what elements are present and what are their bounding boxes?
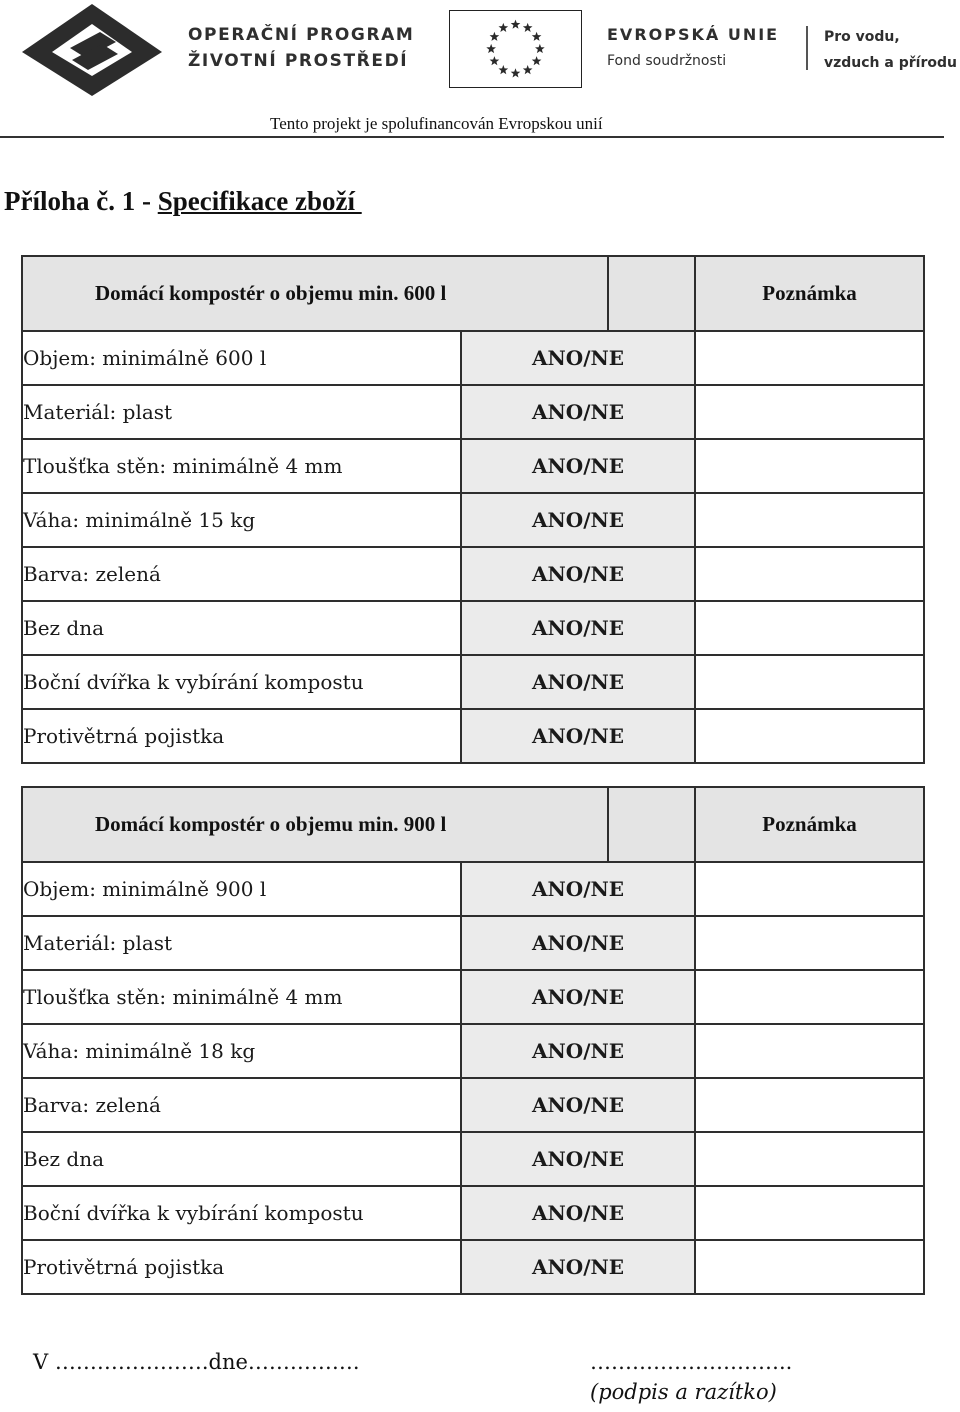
yes-no-answer[interactable]: ANO/NE	[461, 1024, 695, 1078]
note-cell[interactable]	[695, 1024, 924, 1078]
yes-no-answer[interactable]: ANO/NE	[461, 439, 695, 493]
note-cell[interactable]	[695, 601, 924, 655]
note-heading: Poznámka	[695, 256, 924, 331]
slogan-line-2: vzduch a přírodu	[824, 55, 957, 71]
requirement-label: Protivětrná pojistka	[22, 709, 461, 763]
slogan	[824, 24, 957, 76]
title-prefix: Příloha č. 1 -	[4, 186, 158, 216]
note-cell[interactable]	[695, 862, 924, 916]
yes-no-answer[interactable]: ANO/NE	[461, 493, 695, 547]
note-heading: Poznámka	[695, 787, 924, 862]
yes-no-answer[interactable]: ANO/NE	[461, 709, 695, 763]
signature-caption: (podpis a razítko)	[590, 1380, 777, 1404]
programme-line-2: ŽIVOTNÍ PROSTŘEDÍ	[188, 51, 409, 71]
table-heading: Domácí kompostér o objemu min. 900 l	[22, 787, 608, 862]
requirement-label: Materiál: plast	[22, 385, 461, 439]
requirement-label: Tloušťka stěn: minimálně 4 mm	[22, 970, 461, 1024]
table-header-row	[22, 256, 924, 331]
requirement-label: Boční dvířka k vybírání kompostu	[22, 655, 461, 709]
eu-star-icon	[498, 23, 508, 32]
table-heading: Domácí kompostér o objemu min. 600 l	[22, 256, 608, 331]
requirement-label: Váha: minimálně 15 kg	[22, 493, 461, 547]
table-row	[22, 1024, 924, 1078]
spec-table-600	[21, 255, 925, 764]
eu-flag-icon	[449, 10, 582, 88]
table-row	[22, 1132, 924, 1186]
note-cell[interactable]	[695, 1078, 924, 1132]
eu-star-icon	[511, 68, 521, 77]
eu-name	[607, 22, 779, 74]
table-row	[22, 709, 924, 763]
requirement-label: Objem: minimálně 900 l	[22, 862, 461, 916]
eu-star-icon	[532, 56, 542, 65]
note-cell[interactable]	[695, 970, 924, 1024]
table-row	[22, 1078, 924, 1132]
yes-no-answer[interactable]: ANO/NE	[461, 916, 695, 970]
table-row	[22, 655, 924, 709]
note-cell[interactable]	[695, 331, 924, 385]
programme-name	[188, 22, 414, 74]
yes-no-answer[interactable]: ANO/NE	[461, 862, 695, 916]
requirement-label: Tloušťka stěn: minimálně 4 mm	[22, 439, 461, 493]
spec-table-900	[21, 786, 925, 1295]
eu-star-icon	[523, 23, 533, 32]
table-heading-gap	[608, 787, 695, 862]
table-row	[22, 916, 924, 970]
note-cell[interactable]	[695, 1186, 924, 1240]
eu-star-icon	[511, 20, 521, 29]
note-cell[interactable]	[695, 439, 924, 493]
header-rule	[0, 136, 944, 138]
programme-line-1: OPERAČNÍ PROGRAM	[188, 25, 415, 45]
table-row	[22, 862, 924, 916]
eu-star-icon	[532, 32, 542, 41]
note-cell[interactable]	[695, 1240, 924, 1294]
note-cell[interactable]	[695, 916, 924, 970]
eu-star-icon	[486, 44, 496, 53]
requirement-label: Váha: minimálně 18 kg	[22, 1024, 461, 1078]
table-row	[22, 970, 924, 1024]
table-body	[22, 862, 924, 1294]
eu-star-icon	[535, 44, 545, 53]
yes-no-answer[interactable]: ANO/NE	[461, 331, 695, 385]
header-divider	[806, 26, 808, 70]
eu-line-2: Fond soudržnosti	[607, 53, 727, 69]
eu-star-icon	[490, 56, 500, 65]
table-header-row	[22, 787, 924, 862]
requirement-label: Objem: minimálně 600 l	[22, 331, 461, 385]
note-cell[interactable]	[695, 547, 924, 601]
slogan-line-1: Pro vodu,	[824, 29, 900, 45]
title-underlined: Specifikace zboží	[157, 186, 362, 216]
eu-line-1: EVROPSKÁ UNIE	[607, 25, 780, 44]
yes-no-answer[interactable]: ANO/NE	[461, 970, 695, 1024]
note-cell[interactable]	[695, 655, 924, 709]
requirement-label: Barva: zelená	[22, 547, 461, 601]
eu-star-icon	[523, 65, 533, 74]
yes-no-answer[interactable]: ANO/NE	[461, 601, 695, 655]
requirement-label: Bez dna	[22, 1132, 461, 1186]
note-cell[interactable]	[695, 493, 924, 547]
note-cell[interactable]	[695, 385, 924, 439]
note-cell[interactable]	[695, 709, 924, 763]
yes-no-answer[interactable]: ANO/NE	[461, 547, 695, 601]
requirement-label: Protivětrná pojistka	[22, 1240, 461, 1294]
requirement-label: Materiál: plast	[22, 916, 461, 970]
note-cell[interactable]	[695, 1132, 924, 1186]
yes-no-answer[interactable]: ANO/NE	[461, 385, 695, 439]
yes-no-answer[interactable]: ANO/NE	[461, 1186, 695, 1240]
eu-star-icon	[490, 32, 500, 41]
yes-no-answer[interactable]: ANO/NE	[461, 1078, 695, 1132]
table-row	[22, 1186, 924, 1240]
table-row	[22, 493, 924, 547]
place-date-line: V ………………….dne…………….	[33, 1350, 360, 1374]
requirement-label: Barva: zelená	[22, 1078, 461, 1132]
page-title	[4, 186, 362, 217]
table-row	[22, 331, 924, 385]
table-body	[22, 331, 924, 763]
table-row	[22, 385, 924, 439]
cofinancing-note: Tento projekt je spolufinancován Evropskou unií	[270, 114, 603, 133]
yes-no-answer[interactable]: ANO/NE	[461, 655, 695, 709]
table-row	[22, 439, 924, 493]
requirement-label: Boční dvířka k vybírání kompostu	[22, 1186, 461, 1240]
requirement-label: Bez dna	[22, 601, 461, 655]
yes-no-answer[interactable]: ANO/NE	[461, 1240, 695, 1294]
op-zp-logo	[20, 2, 164, 98]
yes-no-answer[interactable]: ANO/NE	[461, 1132, 695, 1186]
eu-star-icon	[498, 65, 508, 74]
table-row	[22, 601, 924, 655]
table-row	[22, 1240, 924, 1294]
table-row	[22, 547, 924, 601]
signature-line: ………………………..	[590, 1350, 793, 1374]
table-heading-gap	[608, 256, 695, 331]
